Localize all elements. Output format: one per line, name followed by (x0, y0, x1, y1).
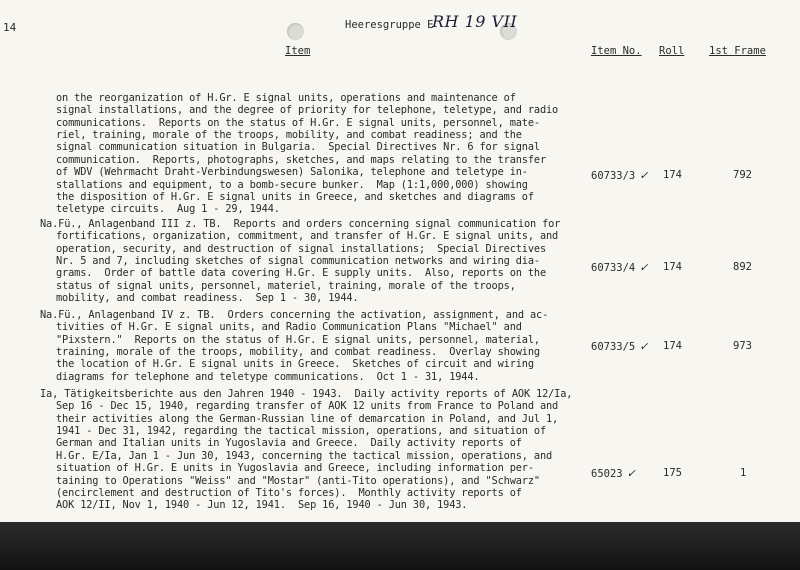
check-mark-icon: ✓ (639, 169, 649, 182)
page-number: 14 (3, 21, 17, 34)
check-mark-icon: ✓ (626, 467, 636, 480)
first-frame: 973 (733, 340, 752, 352)
punch-hole (287, 23, 304, 40)
column-header-roll: Roll (659, 45, 685, 57)
item-description: on the reorganization of H.Gr. E signal units, operations and maintenance of signal installations, and the degree of priority for telephone, teletype, and radio communications. Reports on the status of H.Gr. E signal units, personnel, mate- riel, training, morale of the troops, mobility, and combat readiness; and the signal communication situation in Bulgaria. Special Directives Nr. 6 for signal communication. Reports, photographs, sketches, and maps relating to the transfer of WDV (Wehrmacht Draht-Verbindungswesen) Salonika, telephone and teletype in- stallations and equipment, to a bomb-secure bunker. Map (1:1,000,000) showing the disposition of H.Gr. E signal units in Greece, and sketches and diagrams of teletype circuits. Aug 1 - 29, 1944. (56, 91, 559, 216)
column-header-item: Item (285, 45, 311, 57)
item-number: 60733/4 ✓ (591, 261, 649, 274)
first-frame: 892 (733, 261, 752, 273)
roll-number: 174 (663, 169, 682, 181)
first-frame: 792 (733, 169, 752, 181)
handwritten-reference: RH 19 VII (432, 12, 518, 31)
column-header-first-frame: 1st Frame (709, 45, 766, 57)
check-mark-icon: ✓ (639, 340, 649, 353)
item-description: Na.Fü., Anlagenband III z. TB. Reports and orders concerning signal communication for fortifications, organization, commitment, and transfer of H.Gr. E signal units, and operation, security, and destruction of signal installations; Special Directives Nr. 5 and 7, including sketches of signal communication networks and wiring dia- grams. Order of battle data covering H.Gr. E supply units. Also, reports on the status of signal units, personnel, materiel, training, morale of the troops, mobility, and combat readiness. Sep 1 - 30, 1944. (40, 217, 561, 305)
item-number: 60733/5 ✓ (591, 340, 649, 353)
check-mark-icon: ✓ (639, 261, 649, 274)
scan-border (0, 522, 800, 570)
item-number: 65023 ✓ (591, 467, 636, 480)
item-description: Na.Fü., Anlagenband IV z. TB. Orders concerning the activation, assignment, and ac- tivities of H.Gr. E signal units, and Radio Communication Plans "Michael" and "Pixstern." Reports on the status of H.Gr. E signal units, personnel, material, training, morale of the troops, mobility, and combat readiness. Overlay showing the location of H.Gr. E signal units in Greece. Sketches of circuit and wiring diagrams for telephone and teletype communications. Oct 1 - 31, 1944. (40, 308, 549, 383)
item-number: 60733/3 ✓ (591, 169, 649, 182)
item-description: Ia, Tätigkeitsberichte aus den Jahren 1940 - 1943. Daily activity reports of AOK 12/Ia, Sep 16 - Dec 15, 1940, regarding transfer of AOK 12 units from France to Poland and their activities along the German-Russian line of demarcation in Poland, and Jul 1, 1941 - Dec 31, 1942, regarding the tactical mission, operations, and situation of German and Italian units in Yugoslavia and Greece. Daily activity reports of H.Gr. E/Ia, Jan 1 - Jun 30, 1943, concerning the tactical mission, operations, and situation of H.Gr. E units in Yugoslavia and Greece, including information per- taining to Operations "Weiss" and "Mostar" (anti-Tito operations), and "Schwarz" (encirclement and destruction of Tito's forces). Monthly activity reports of AOK 12/II, Nov 1, 1940 - Jun 12, 1941. Sep 16, 1940 - Jun 30, 1943. (40, 387, 573, 512)
page-title: Heeresgruppe E (345, 19, 434, 31)
roll-number: 175 (663, 467, 682, 479)
column-header-item-no: Item No. (591, 45, 642, 57)
roll-number: 174 (663, 261, 682, 273)
roll-number: 174 (663, 340, 682, 352)
first-frame: 1 (740, 467, 747, 479)
